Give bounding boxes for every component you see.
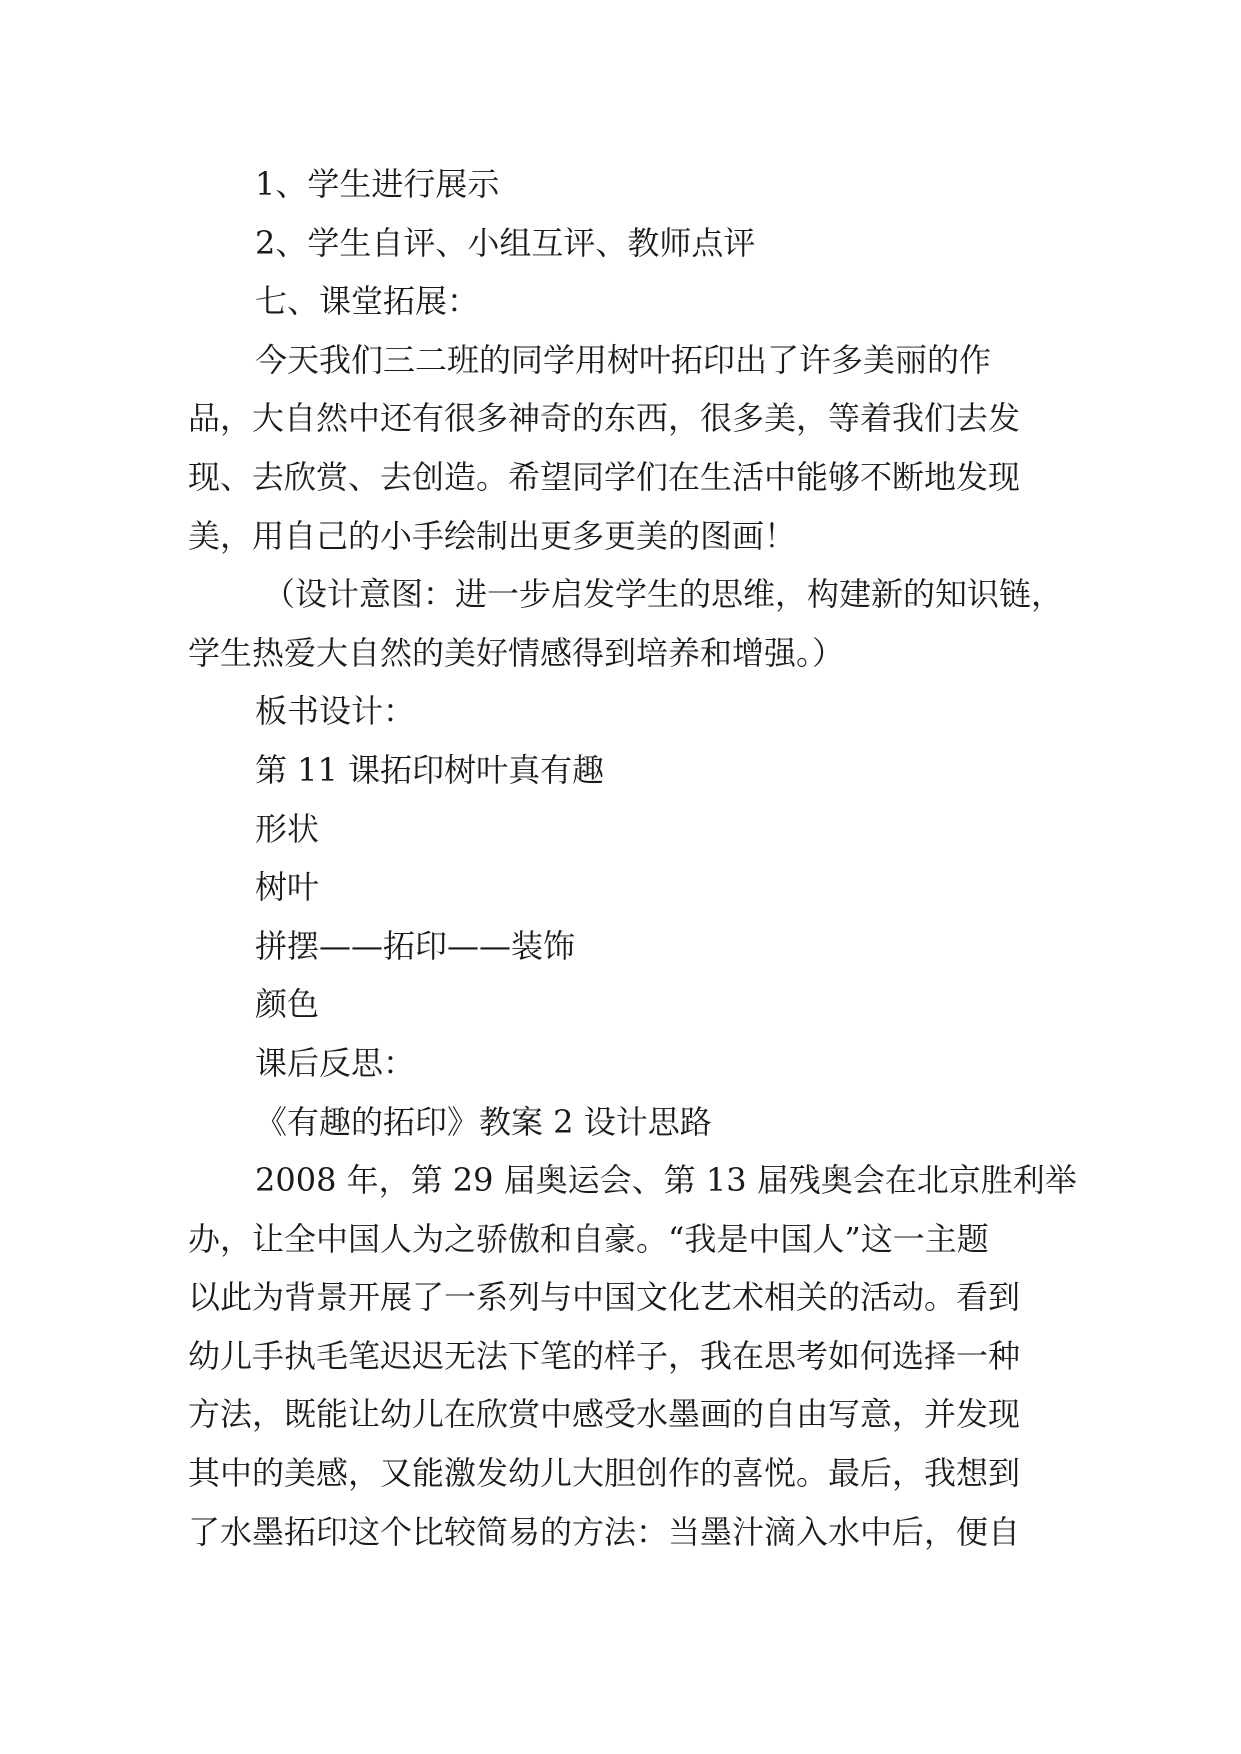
- section-heading-board-design: 板书设计：: [255, 692, 416, 731]
- board-item-leaf: 树叶: [255, 868, 320, 907]
- paragraph-line: 了水墨拓印这个比较简易的方法：当墨汁滴入水中后，便自: [188, 1512, 1021, 1551]
- lesson-plan-title: 《有趣的拓印》教案 2 设计思路: [255, 1102, 712, 1141]
- section-heading-extension: 七、课堂拓展：: [255, 282, 480, 321]
- paragraph-line: 现、去欣赏、去创造。希望同学们在生活中能够不断地发现: [188, 457, 1021, 496]
- design-intent-line: （设计意图：进一步启发学生的思维，构建新的知识链，: [263, 575, 1064, 614]
- paragraph-line: 其中的美感，又能激发幼儿大胆创作的喜悦。最后，我想到: [188, 1454, 1021, 1493]
- paragraph-line: 方法，既能让幼儿在欣赏中感受水墨画的自由写意，并发现: [188, 1395, 1021, 1434]
- design-intent-line: 学生热爱大自然的美好情感得到培养和增强。）: [188, 633, 845, 672]
- paragraph-line: 美，用自己的小手绘制出更多更美的图画！: [188, 516, 797, 555]
- board-title: 第 11 课拓印树叶真有趣: [255, 750, 605, 789]
- paragraph-line: 2008 年，第 29 届奥运会、第 13 届残奥会在北京胜利举: [255, 1161, 1077, 1200]
- section-heading-reflection: 课后反思：: [255, 1043, 416, 1082]
- document-body: [188, 155, 1077, 1561]
- list-item-student-display: 1、学生进行展示: [255, 165, 500, 203]
- paragraph-line: 以此为背景开展了一系列与中国文化艺术相关的活动。看到: [188, 1278, 1021, 1317]
- paragraph-line: 品，大自然中还有很多神奇的东西，很多美，等着我们去发: [188, 399, 1021, 438]
- list-item-evaluation: 2、学生自评、小组互评、教师点评: [255, 223, 756, 262]
- board-item-shape: 形状: [255, 809, 320, 848]
- paragraph-line: 今天我们三二班的同学用树叶拓印出了许多美丽的作: [255, 340, 992, 379]
- paragraph-line: 幼儿手执毛笔迟迟无法下笔的样子，我在思考如何选择一种: [188, 1336, 1021, 1375]
- board-item-process: 拼摆——拓印——装饰: [255, 926, 576, 965]
- paragraph-line: 办，让全中国人为之骄傲和自豪。“我是中国人”这一主题: [188, 1219, 989, 1258]
- board-item-color: 颜色: [255, 985, 320, 1024]
